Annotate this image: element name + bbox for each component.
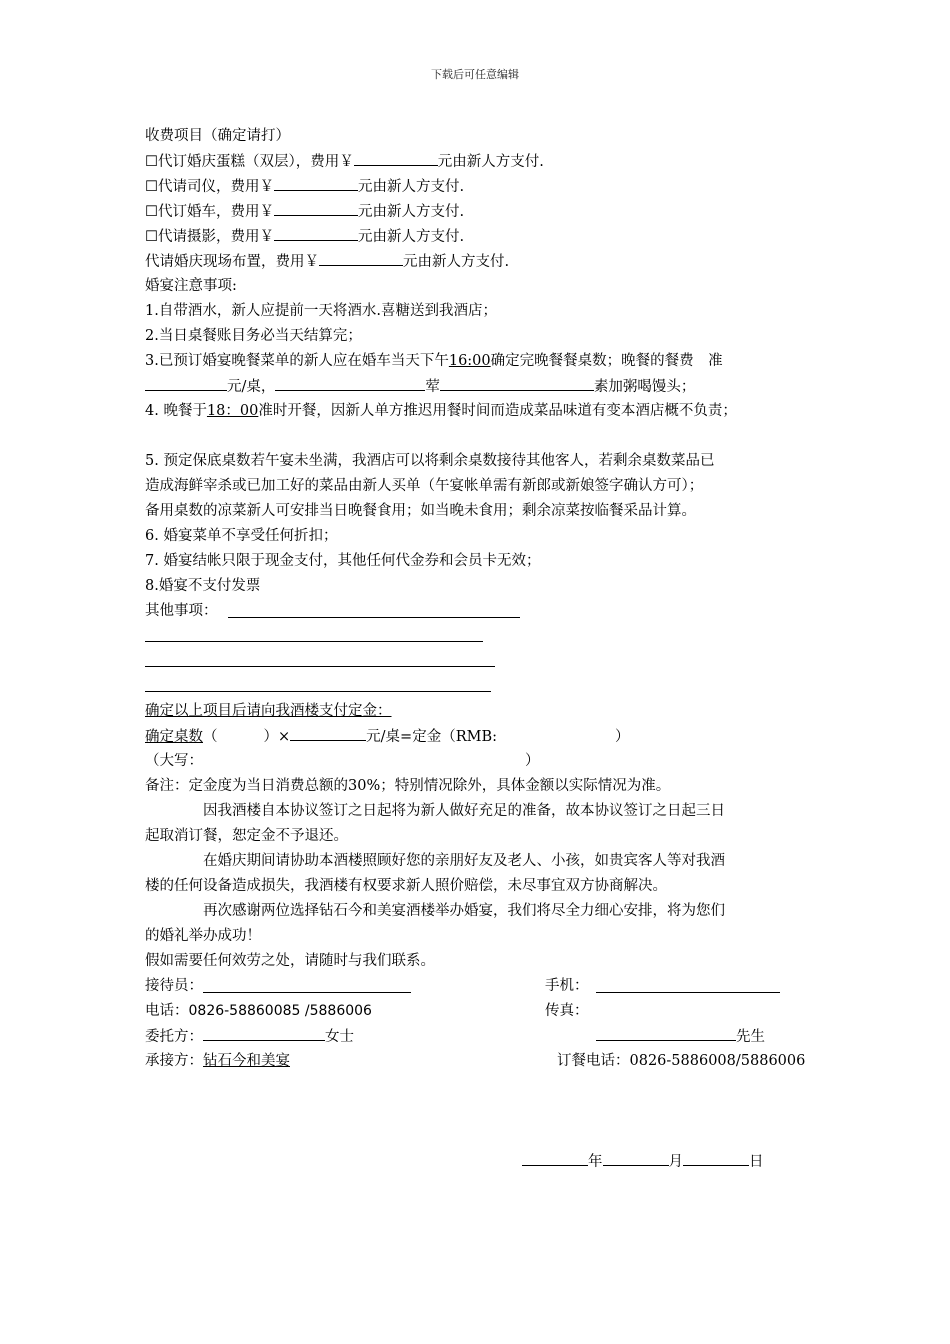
fees-title: 收费项目（确定请打） <box>145 128 290 144</box>
contractor-name: 钻石今和美宴 <box>203 1053 290 1069</box>
note-5-line-2: 造成海鲜宰杀或已加工好的菜品由新人买单（午宴帐单需有新郎或新娘签字确认方可）； <box>145 478 704 494</box>
fee-decor-blank[interactable] <box>319 251 403 266</box>
other-matters-line-4[interactable] <box>145 691 491 692</box>
contractor-line: 承接方：钻石今和美宴 <box>145 1053 290 1069</box>
deposit-calc: 确定桌数（ ）× 元/桌=定金（RMB: ） <box>145 726 630 747</box>
checkbox-icon[interactable]: ☐ <box>145 154 158 170</box>
fee-cake-blank[interactable] <box>354 151 438 166</box>
dinner-confirm-time: 16:00 <box>448 353 491 369</box>
para-4: 假如需要任何效劳之处，请随时与我们联系。 <box>145 953 435 969</box>
note-1: 1.自带酒水，新人应提前一天将酒水.喜糖送到我酒店； <box>145 303 497 319</box>
veg-dish-blank[interactable] <box>440 376 594 391</box>
other-matters-line-3[interactable] <box>145 666 495 667</box>
groom-name-blank[interactable] <box>596 1026 736 1041</box>
para-3-line-2: 的婚礼举办成功！ <box>145 928 261 944</box>
fee-item-car: ☐代订婚车，费用￥ 元由新人方支付. <box>145 201 464 222</box>
fee-item-mc: ☐代请司仪，费用￥ 元由新人方支付. <box>145 176 464 197</box>
fee-item-decor: 代请婚庆现场布置，费用￥ 元由新人方支付. <box>145 251 509 272</box>
month-blank[interactable] <box>603 1151 669 1166</box>
year-blank[interactable] <box>522 1151 588 1166</box>
client-name-blank[interactable] <box>203 1026 325 1041</box>
para-1-line-2: 起取消订餐，恕定金不予退还。 <box>145 828 348 844</box>
note-8: 8.婚宴不支付发票 <box>145 578 261 594</box>
phone-value: 0826-58860085 /5886006 <box>188 1003 372 1019</box>
note-5-line-3: 备用桌数的凉菜新人可安排当日晚餐食用；如当晚未食用；剩余凉菜按临餐采品计算。 <box>145 503 696 519</box>
client-groom-line: 先生 <box>596 1026 765 1047</box>
fee-photo-blank[interactable] <box>274 226 358 241</box>
note-2: 2.当日桌餐账目务必当天结算完； <box>145 328 362 344</box>
note-5-line-1: 5. 预定保底桌数若午宴未坐满，我酒店可以将剩余桌数接待其他客人，若剩余桌数菜品已 <box>145 453 715 469</box>
phone-line: 电话：0826-58860085 /5886006 <box>145 1003 372 1019</box>
mobile-field[interactable] <box>596 992 780 993</box>
date-line: 年 月 日 <box>522 1151 764 1172</box>
notes-title: 婚宴注意事项: <box>145 278 237 294</box>
note-4: 4. 晚餐于18：00准时开餐，因新人单方推迟用餐时间而造成菜品味道有变本酒店概不负责； <box>145 403 737 419</box>
deposit-remark: 备注：定金度为当日消费总额的30%；特别情况除外，具体金额以实际情况为准。 <box>145 778 671 794</box>
checkbox-icon[interactable]: ☐ <box>145 179 158 195</box>
other-matters-field[interactable] <box>228 617 520 618</box>
checkbox-icon[interactable]: ☐ <box>145 229 158 245</box>
deposit-daxie: （大写： ） <box>145 753 540 769</box>
note-6: 6. 婚宴菜单不享受任何折扣； <box>145 528 338 544</box>
deposit-title: 确定以上项目后请向我酒楼支付定金： <box>145 703 392 719</box>
fee-item-photo: ☐代请摄影，费用￥ 元由新人方支付. <box>145 226 464 247</box>
day-blank[interactable] <box>683 1151 749 1166</box>
mobile-label: 手机： <box>545 978 589 994</box>
page-header: 下载后可任意编辑 <box>431 68 519 81</box>
note-3-continued: 元/桌， 荤 素加粥喝馒头； <box>145 376 695 397</box>
fee-item-cake: ☐代订婚庆蛋糕（双层），费用￥ 元由新人方支付. <box>145 151 544 172</box>
checkbox-icon[interactable]: ☐ <box>145 204 158 220</box>
para-2-line-2: 楼的任何设备造成损失，我酒楼有权要求新人照价赔偿，未尽事宜双方协商解决。 <box>145 878 667 894</box>
price-per-table-blank[interactable] <box>290 726 366 741</box>
fee-car-blank[interactable] <box>274 201 358 216</box>
note-3: 3.已预订婚宴晚餐菜单的新人应在婚车当天下午16:00确定完晚餐餐桌数；晚餐的餐费 准 <box>145 353 723 369</box>
para-2-line-1: 在婚庆期间请协助本酒楼照顾好您的亲朋好友及老人、小孩，如贵宾客人等对我酒 <box>203 853 725 869</box>
other-matters-label: 其他事项： <box>145 603 218 619</box>
dinner-price-blank[interactable] <box>145 376 227 391</box>
para-1-line-1: 因我酒楼自本协议签订之日起将为新人做好充足的准备，故本协议签订之日起三日 <box>203 803 725 819</box>
order-phone: 订餐电话：0826-5886008/5886006 <box>557 1053 806 1069</box>
meat-dish-blank[interactable] <box>275 376 425 391</box>
dinner-start-time: 18：00 <box>206 403 259 419</box>
receptionist-label: 接待员： <box>145 978 203 994</box>
para-3-line-1: 再次感谢两位选择钻石今和美宴酒楼举办婚宴，我们将尽全力细心安排，将为您们 <box>203 903 725 919</box>
fax-label: 传真： <box>545 1003 589 1019</box>
receptionist-field[interactable] <box>203 992 411 993</box>
client-line: 委托方： 女士 <box>145 1026 354 1047</box>
fee-mc-blank[interactable] <box>274 176 358 191</box>
other-matters-line-2[interactable] <box>145 641 483 642</box>
note-7: 7. 婚宴结帐只限于现金支付，其他任何代金券和会员卡无效； <box>145 553 541 569</box>
